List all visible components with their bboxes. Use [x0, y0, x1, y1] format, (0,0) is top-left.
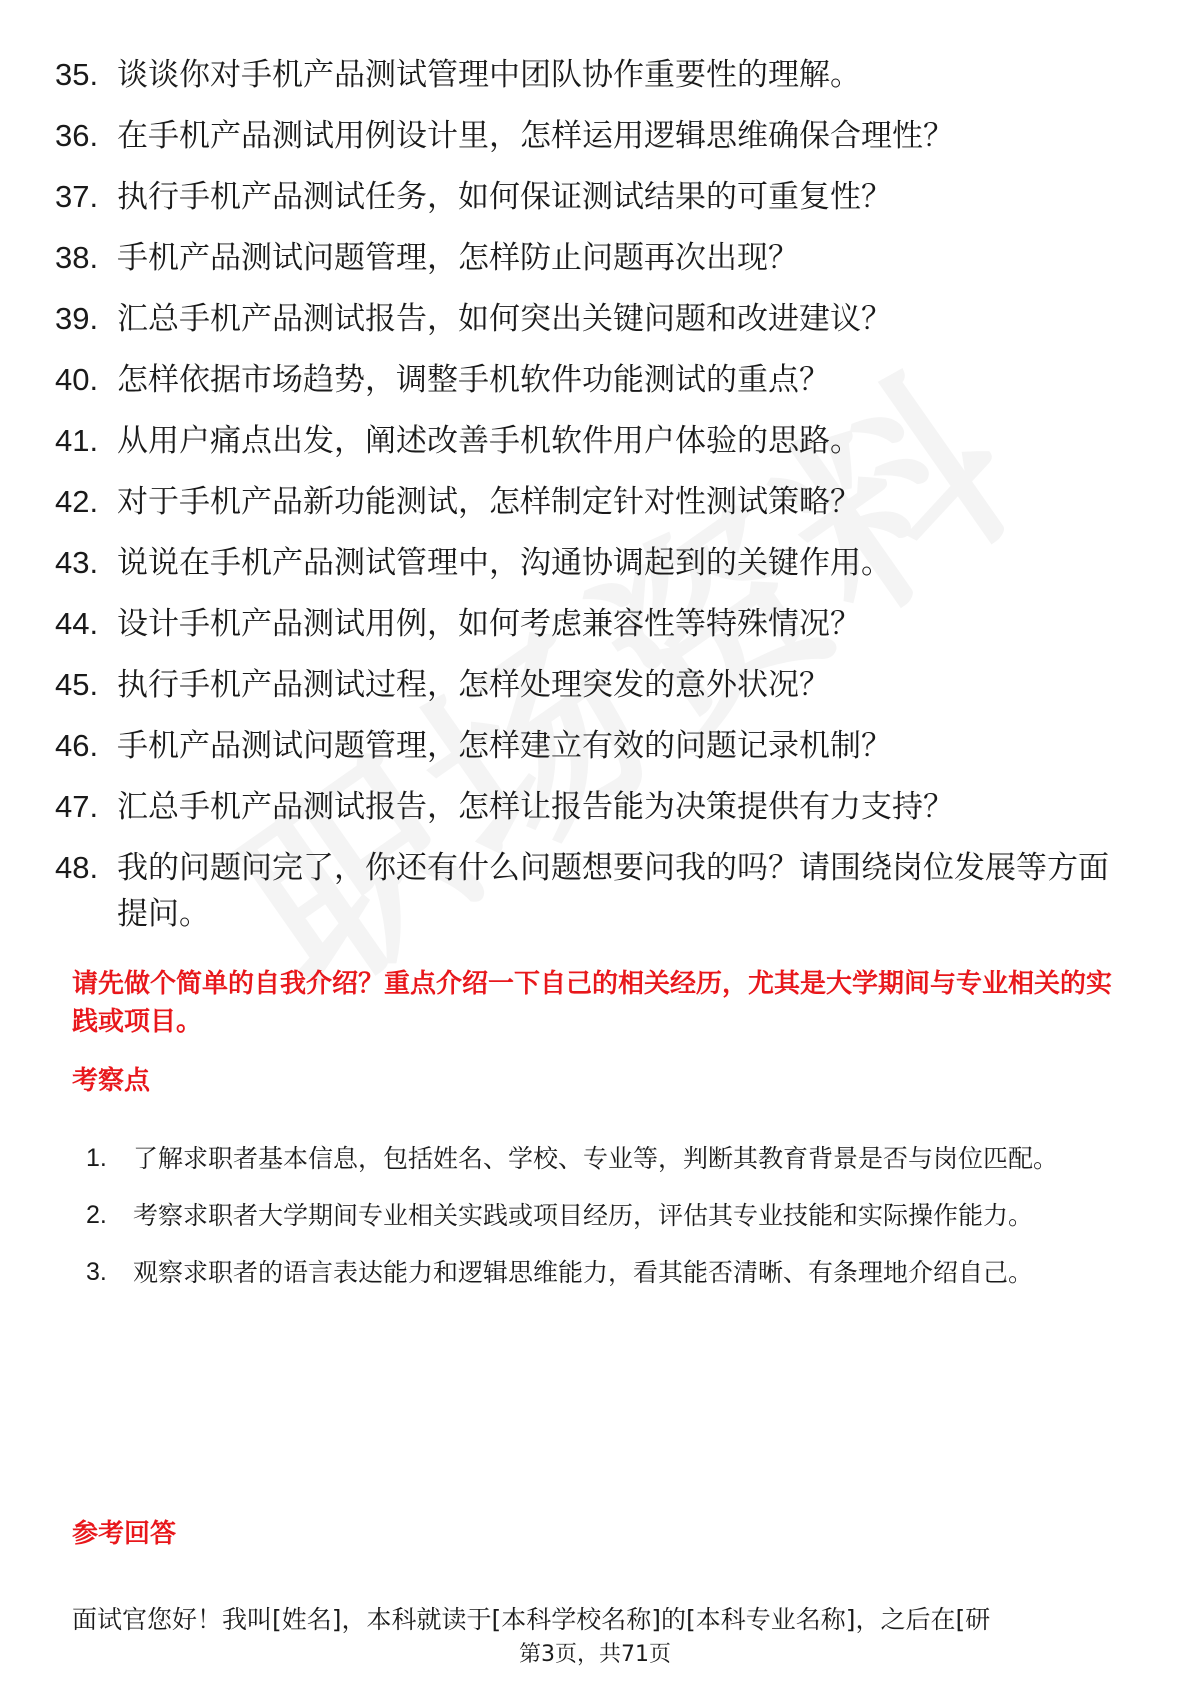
question-text: 我的问题问完了，你还有什么问题想要问我的吗？请围绕岗位发展等方面提问。: [117, 850, 1109, 932]
question-item: [55, 662, 1135, 708]
question-text: 谈谈你对手机产品测试管理中团队协作重要性的理解。: [117, 57, 861, 93]
question-number: 46.: [55, 728, 99, 763]
question-text: 执行手机产品测试任务，如何保证测试结果的可重复性？: [117, 179, 892, 215]
question-number: 48.: [55, 850, 99, 885]
kaocha-points-list: [80, 1130, 1120, 1301]
question-item: [55, 479, 1135, 525]
question-item: [55, 601, 1135, 647]
question-item: [55, 845, 1135, 937]
question-number: 36.: [55, 118, 99, 153]
focus-question: 请先做个简单的自我介绍？重点介绍一下自己的相关经历，尤其是大学期间与专业相关的实践或项目。: [72, 969, 1113, 1037]
question-list: [55, 52, 1135, 952]
question-number: 35.: [55, 57, 99, 92]
question-text: 从用户痛点出发，阐述改善手机软件用户体验的思路。: [117, 423, 861, 459]
question-item: [55, 235, 1135, 281]
cankao-heading: 参考回答: [72, 1519, 177, 1549]
point-number: 3.: [86, 1258, 107, 1286]
question-number: 40.: [55, 362, 99, 397]
question-text: 在手机产品测试用例设计里，怎样运用逻辑思维确保合理性？: [117, 118, 954, 154]
point-text: 考察求职者大学期间专业相关实践或项目经历，评估其专业技能和实际操作能力。: [133, 1201, 1034, 1230]
kaocha-point: [80, 1187, 1120, 1244]
question-item: [55, 113, 1135, 159]
question-number: 47.: [55, 789, 99, 824]
point-number: 2.: [86, 1201, 107, 1229]
kaocha-heading: 考察点: [72, 1066, 151, 1096]
question-number: 41.: [55, 423, 99, 458]
question-item: [55, 52, 1135, 98]
question-item: [55, 296, 1135, 342]
point-text: 观察求职者的语言表达能力和逻辑思维能力，看其能否清晰、有条理地介绍自己。: [133, 1258, 1034, 1287]
kaocha-point: [80, 1130, 1120, 1187]
question-number: 45.: [55, 667, 99, 702]
question-text: 说说在手机产品测试管理中，沟通协调起到的关键作用。: [117, 545, 892, 581]
kaocha-point: [80, 1244, 1120, 1301]
question-text: 设计手机产品测试用例，如何考虑兼容性等特殊情况？: [117, 606, 861, 642]
page-footer: 第3页，共71页: [519, 1642, 671, 1667]
point-text: 了解求职者基本信息，包括姓名、学校、专业等，判断其教育背景是否与岗位匹配。: [133, 1144, 1059, 1173]
question-item: [55, 418, 1135, 464]
question-text: 汇总手机产品测试报告，如何突出关键问题和改进建议？: [117, 301, 892, 337]
question-item: [55, 357, 1135, 403]
question-item: [55, 174, 1135, 220]
question-item: [55, 723, 1135, 769]
question-text: 汇总手机产品测试报告，怎样让报告能为决策提供有力支持？: [117, 789, 954, 825]
question-number: 37.: [55, 179, 99, 214]
point-number: 1.: [86, 1144, 107, 1172]
question-text: 执行手机产品测试过程，怎样处理突发的意外状况？: [117, 667, 830, 703]
question-number: 38.: [55, 240, 99, 275]
question-text: 对于手机产品新功能测试，怎样制定针对性测试策略？: [117, 484, 861, 520]
question-number: 42.: [55, 484, 99, 519]
reference-answer: 面试官您好！我叫[姓名]，本科就读于[本科学校名称]的[本科专业名称]，之后在[研: [72, 1605, 991, 1634]
question-text: 怎样依据市场趋势，调整手机软件功能测试的重点？: [117, 362, 830, 398]
question-number: 39.: [55, 301, 99, 336]
question-item: [55, 540, 1135, 586]
question-item: [55, 784, 1135, 830]
question-text: 手机产品测试问题管理，怎样建立有效的问题记录机制？: [117, 728, 892, 764]
question-number: 43.: [55, 545, 99, 580]
question-number: 44.: [55, 606, 99, 641]
question-text: 手机产品测试问题管理，怎样防止问题再次出现？: [117, 240, 799, 276]
